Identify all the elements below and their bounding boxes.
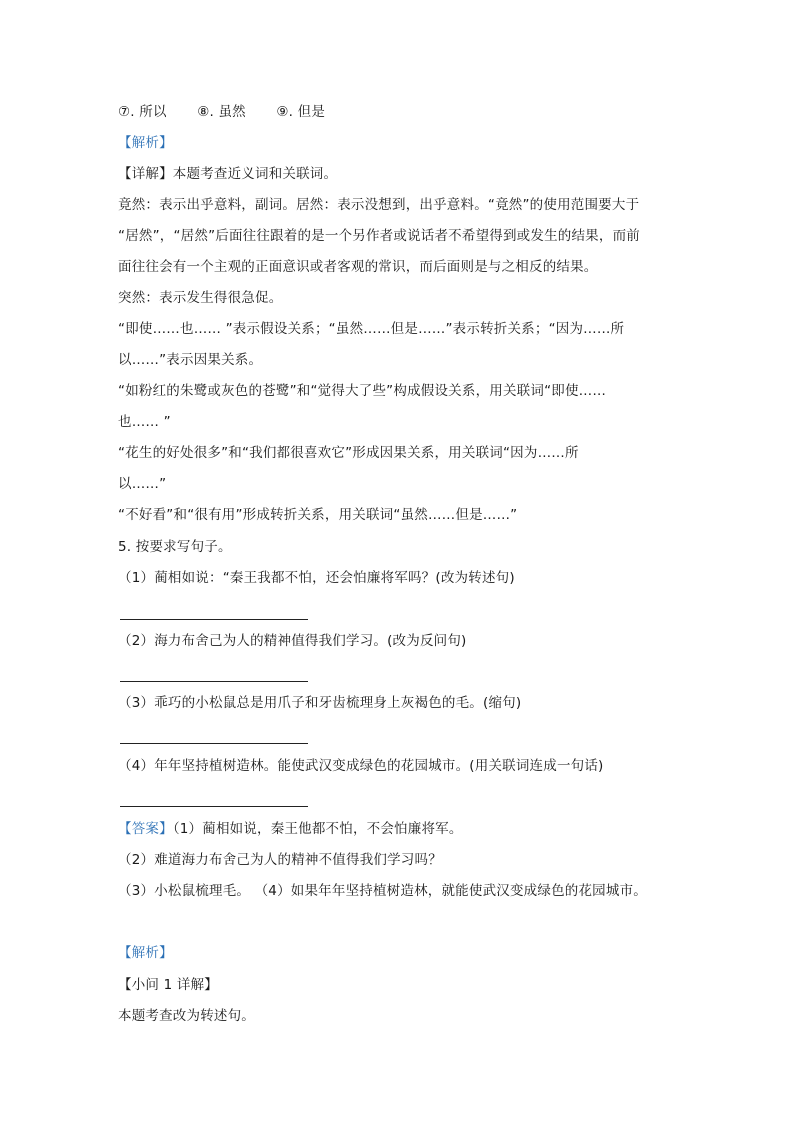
q5-answer-2: （2）难道海力布舍己为人的精神不值得我们学习吗？ bbox=[118, 852, 442, 868]
answer-blank-line bbox=[120, 743, 308, 744]
answer-blank-line bbox=[120, 681, 308, 682]
q5-answer-1: （1）蔺相如说，秦王他都不怕，不会怕廉将军。 bbox=[172, 821, 463, 837]
q5-item-1: （1）蔺相如说：“秦王我都不怕，还会怕廉将军吗？(改为转述句) bbox=[118, 570, 515, 586]
answer-blank-line bbox=[120, 619, 308, 620]
option-7: ⑦. 所以 bbox=[118, 104, 167, 120]
q4-explain-line: 突然：表示发生得很急促。 bbox=[118, 290, 283, 306]
q5-analysis-tag: 【解析】 bbox=[118, 945, 173, 961]
q5-item-4: （4）年年坚持植树造林。能使武汉变成绿色的花园城市。(用关联词连成一句话) bbox=[118, 758, 604, 774]
q5-answer-line bbox=[118, 819, 463, 839]
q5-item-3: （3）乖巧的小松鼠总是用爪子和牙齿梳理身上灰褐色的毛。(缩句) bbox=[118, 695, 522, 711]
q5-sub-question-text: 本题考查改为转述句。 bbox=[118, 1008, 255, 1024]
options-row bbox=[118, 102, 325, 122]
q4-explain-line: “即使……也…… ”表示假设关系；“虽然……但是……”表示转折关系；“因为……所 bbox=[118, 321, 625, 337]
answer-blank-line bbox=[120, 806, 308, 807]
option-8: ⑧. 虽然 bbox=[197, 104, 246, 120]
q5-item-2: （2）海力布舍己为人的精神值得我们学习。(改为反问句) bbox=[118, 633, 467, 649]
q5-sub-question-tag: 【小问 1 详解】 bbox=[118, 977, 218, 993]
q4-explain-line: “如粉红的朱鹭或灰色的苍鹭”和“觉得大了些”构成假设关系，用关联词“即使…… bbox=[118, 383, 607, 399]
q5-title: 5. 按要求写句子。 bbox=[118, 539, 232, 555]
q4-explain-line: 竟然：表示出乎意料，副词。居然：表示没想到，出乎意料。“竟然”的使用范围要大于 bbox=[118, 197, 640, 213]
q4-explain-line: 以……”表示因果关系。 bbox=[118, 352, 263, 368]
q4-detail-heading: 【详解】本题考查近义词和关联词。 bbox=[118, 166, 338, 182]
q4-explain-line: 面往往会有一个主观的正面意识或者客观的常识，而后面则是与之相反的结果。 bbox=[118, 259, 598, 275]
q4-explain-line: “不好看”和“很有用”形成转折关系，用关联词“虽然……但是……” bbox=[118, 507, 518, 523]
q5-answer-3-4: （3）小松鼠梳理毛。 （4）如果年年坚持植树造林，就能使武汉变成绿色的花园城市。 bbox=[118, 883, 647, 899]
q4-explain-line: “居然”，“居然”后面往往跟着的是一个另作者或说话者不希望得到或发生的结果，而前 bbox=[118, 228, 640, 244]
q5-answer-tag: 【答案】 bbox=[118, 821, 173, 837]
q4-analysis-tag: 【解析】 bbox=[118, 135, 173, 151]
q4-explain-line: 以……” bbox=[118, 476, 167, 492]
option-9: ⑨. 但是 bbox=[276, 104, 326, 120]
q4-explain-line: 也…… ” bbox=[118, 414, 171, 430]
q4-explain-line: “花生的好处很多”和“我们都很喜欢它”形成因果关系，用关联词“因为……所 bbox=[118, 445, 579, 461]
